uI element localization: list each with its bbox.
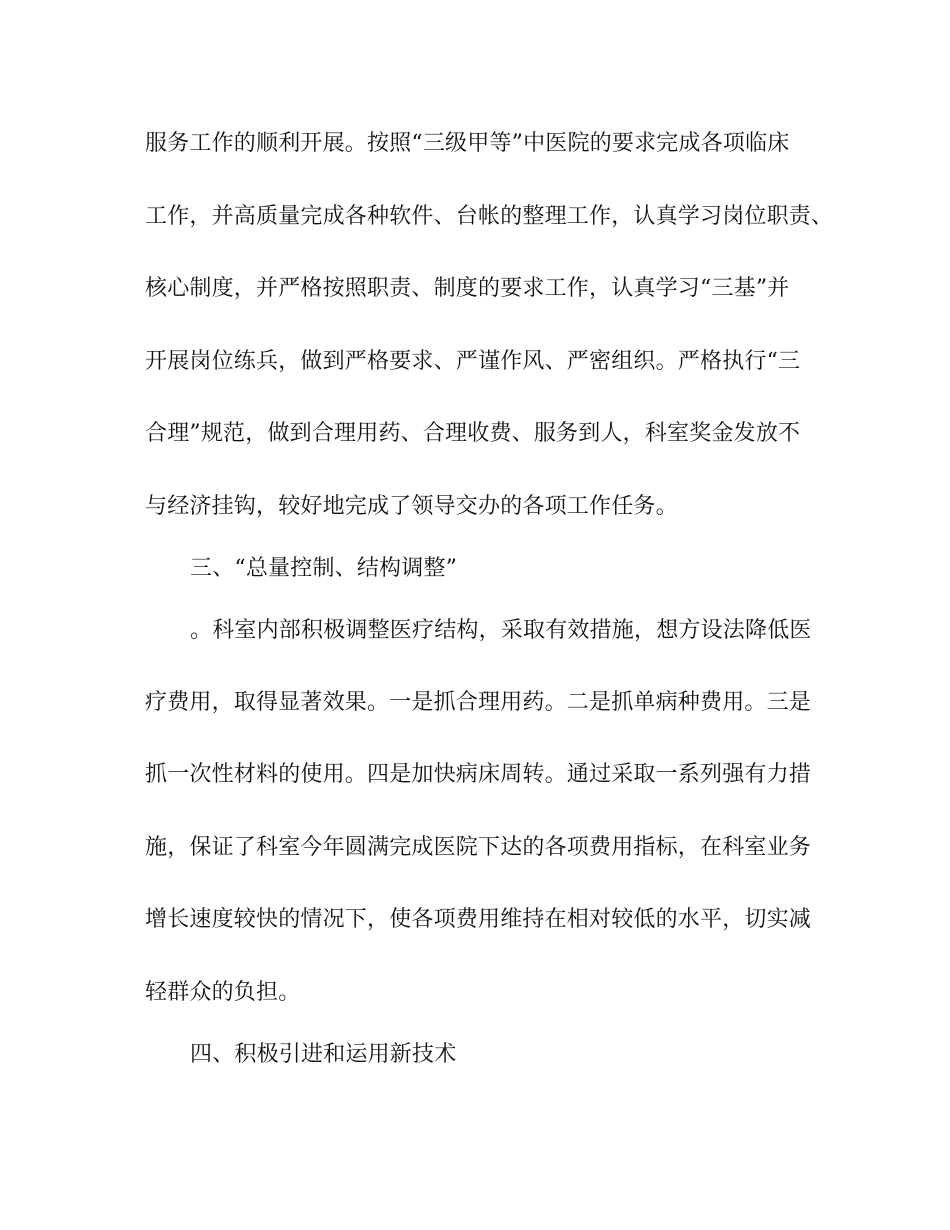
- section-heading: 四、积极引进和运用新技术: [190, 1042, 457, 1067]
- paragraph-line: 轻群众的负担。: [145, 980, 301, 1005]
- paragraph-line: 开展岗位练兵，做到严格要求、严谨作风、严密组织。严格执行“三: [145, 349, 801, 374]
- paragraph-line: 。科室内部积极调整医疗结构，采取有效措施，想方设法降低医: [190, 618, 812, 643]
- paragraph-line: 施，保证了科室今年圆满完成医院下达的各项费用指标，在科室业务: [145, 835, 812, 860]
- paragraph-line: 增长速度较快的情况下，使各项费用维持在相对较低的水平，切实减: [145, 907, 812, 932]
- paragraph-line: 服务工作的顺利开展。按照“三级甲等”中医院的要求完成各项临床: [145, 131, 790, 156]
- paragraph-line: 合理”规范，做到合理用药、合理收费、服务到人，科室奖金发放不: [145, 421, 801, 446]
- paragraph-line: 工作，并高质量完成各种软件、台帐的整理工作，认真学习岗位职责、: [145, 204, 834, 229]
- paragraph-line: 与经济挂钩，较好地完成了领导交办的各项工作任务。: [145, 494, 678, 519]
- section-heading: 三、“总量控制、结构调整”: [190, 556, 458, 581]
- paragraph-line: 疗费用，取得显著效果。一是抓合理用药。二是抓单病种费用。三是: [145, 690, 812, 715]
- paragraph-line: 核心制度，并严格按照职责、制度的要求工作，认真学习“三基”并: [145, 276, 790, 301]
- paragraph-line: 抓一次性材料的使用。四是加快病床周转。通过采取一系列强有力措: [145, 762, 812, 787]
